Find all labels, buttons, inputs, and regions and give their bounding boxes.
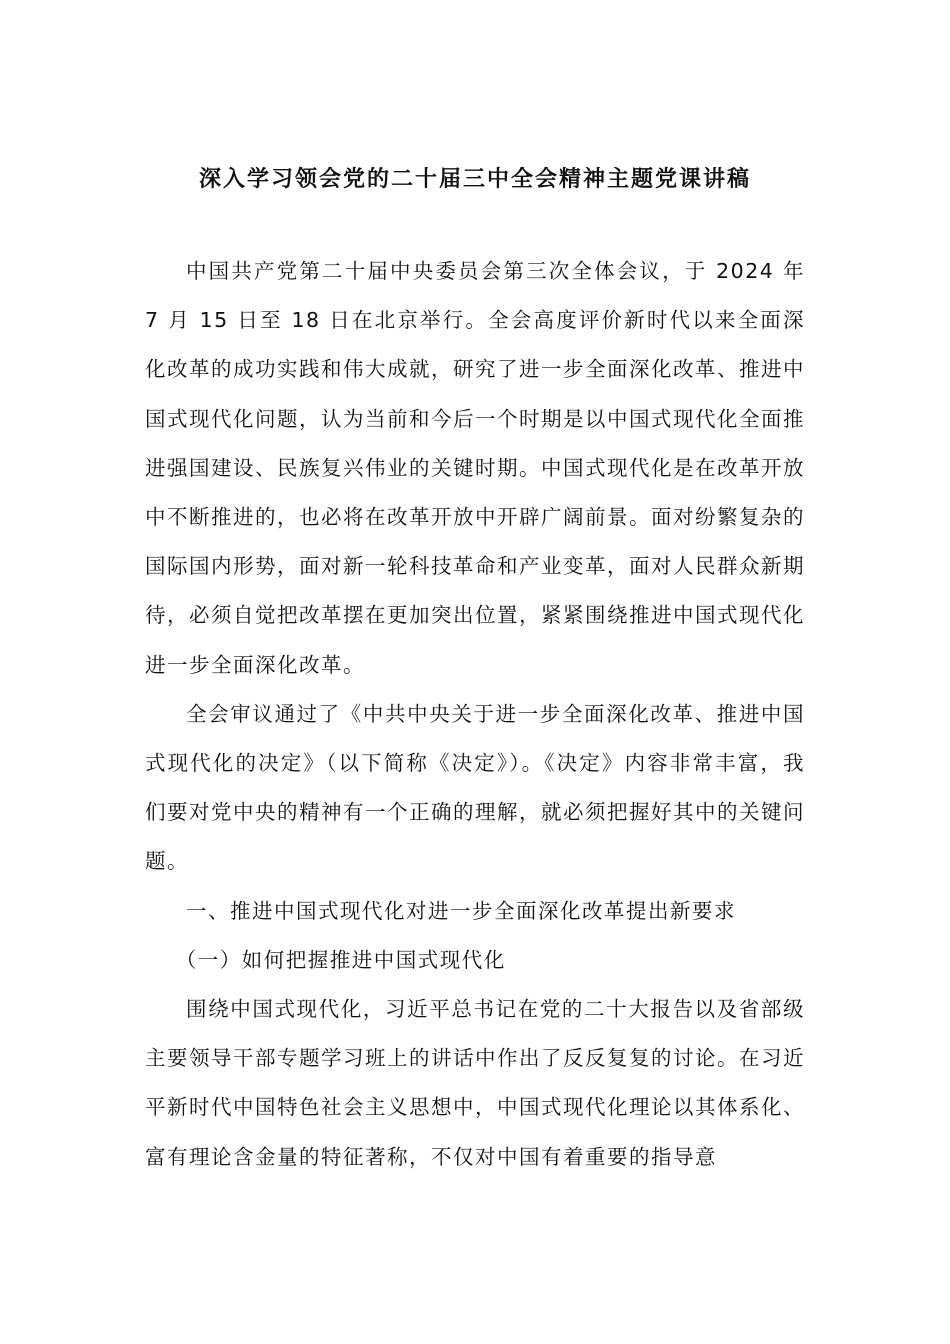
document-title: 深入学习领会党的二十届三中全会精神主题党课讲稿 — [198, 167, 751, 192]
subsection-heading: （一）如何把握推进中国式现代化 — [175, 947, 506, 972]
section-heading: 一、推进中国式现代化对进一步全面深化改革提出新要求 — [186, 898, 736, 923]
paragraph-modernization: 围绕中国式现代化，习近平总书记在党的二十大报告以及省部级主要领导干部专题学习班上的讲话中作出了反反复复的讨论。在习近平新时代中国特色社会主义思想中，中国式现代化理论以其体系化、富有理论含金量的特征著称，不仅对中国有着重要的指导意 — [145, 997, 805, 1169]
document-body — [145, 247, 805, 1182]
paragraph-intro: 中国共产党第二十届中央委员会第三次全体会议，于 2024 年 7 月 15 日至 18 日在北京举行。全会高度评价新时代以来全面深化改革的成功实践和伟大成就，研究了进一步全面深化改革、推进中国式现代化问题，认为当前和今后一个时期是以中国式现代化全面推进强国建设、民族复兴伟业的关键时期。中国式现代化是在改革开放中不断推进的，也必将在改革开放中开辟广阔前景。面对纷繁复杂的国际国内形势，面对新一轮科技革命和产业变革，面对人民群众新期待，必须自觉把改革摆在更加突出位置，紧紧围绕推进中国式现代化进一步全面深化改革。 — [145, 259, 805, 677]
paragraph-decision: 全会审议通过了《中共中央关于进一步全面深化改革、推进中国式现代化的决定》（以下简称《决定》）。《决定》内容非常丰富，我们要对党中央的精神有一个正确的理解，就必须把握好其中的关键问题。 — [145, 701, 805, 874]
